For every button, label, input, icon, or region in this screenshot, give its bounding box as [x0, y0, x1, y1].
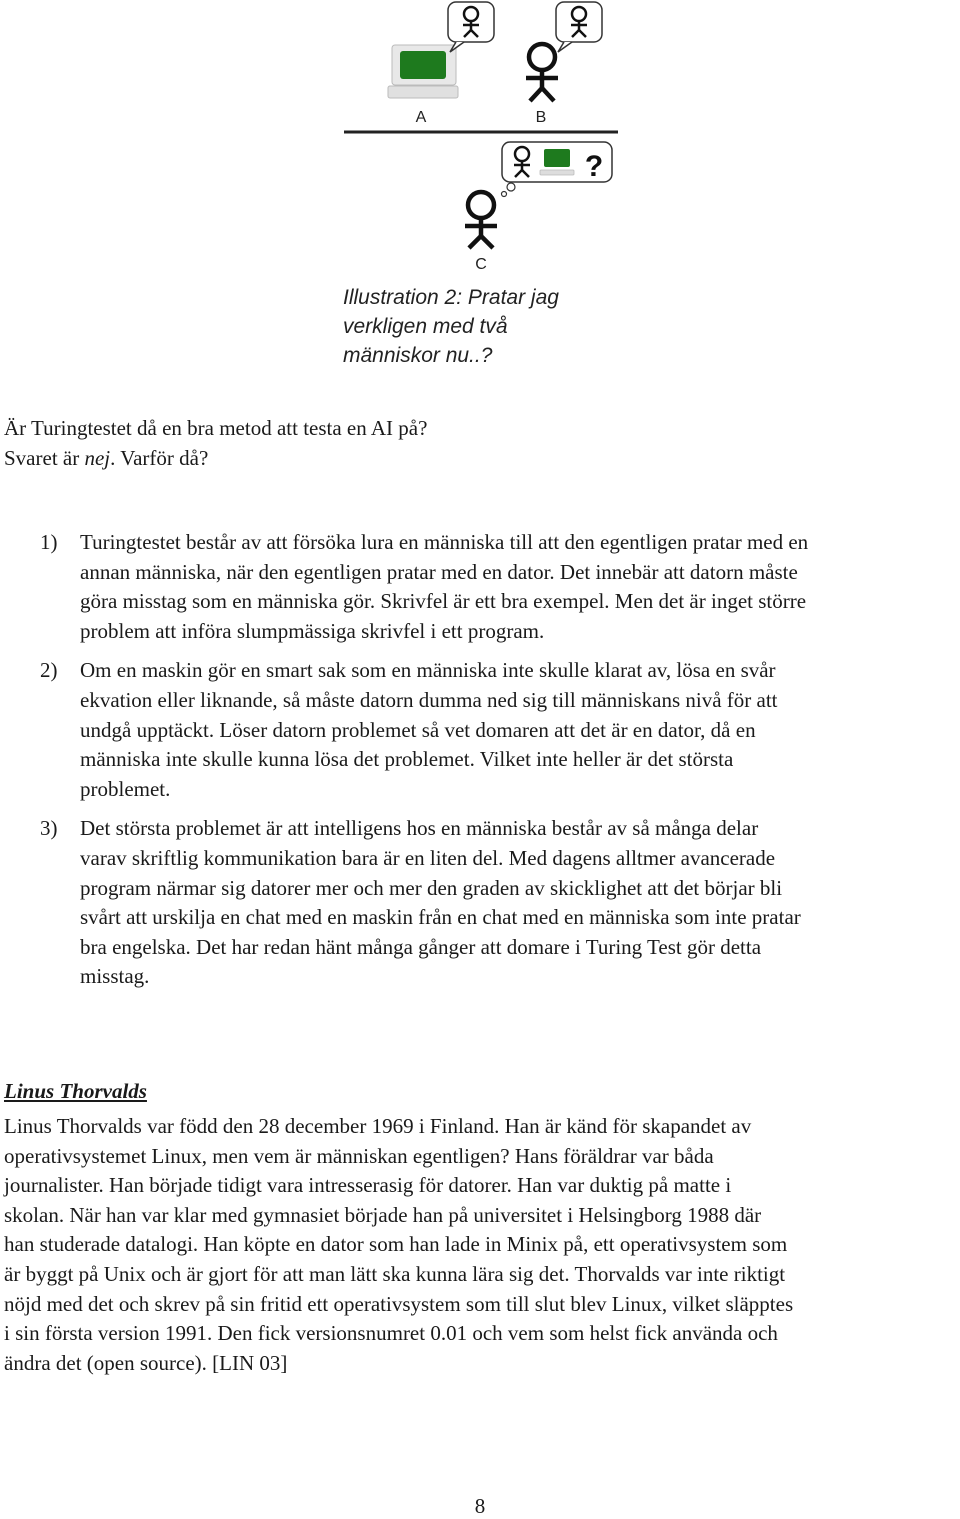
linus-thorvalds-section	[4, 1077, 960, 1378]
intro-answer	[4, 444, 944, 474]
list-item-line: undgå upptäckt. Löser datorn problemet så vet domaren att det är en dator, då en	[80, 717, 756, 742]
person-b-icon	[526, 44, 558, 101]
list-item-line: Turingtestet består av att försöka lura en människa till att den egentligen pratar med en	[80, 530, 809, 554]
list-item-number: 1)	[40, 530, 58, 554]
label-b: B	[535, 109, 547, 126]
list-item-line: program närmar sig datorer mer och mer den graden av skicklighet att det börjar bli	[80, 875, 783, 900]
intro-question: Är Turingtestet då en bra metod att testa en AI på?	[4, 416, 428, 440]
list-item-line: problemet.	[80, 776, 171, 801]
section-line: i sin första version 1991. Den fick versionsnumret 0.01 och vem som helst fick använda och	[4, 1321, 778, 1346]
list-item-line: problem att införa slumpmässiga skrivfel i ett program.	[80, 618, 545, 643]
speech-bubble-a	[448, 2, 494, 52]
computer-in-bubble-icon	[540, 149, 574, 175]
turing-illustration-svg	[330, 0, 630, 280]
list-item-line: Om en maskin gör en smart sak som en människa inte skulle klarat av, lösa en svår	[80, 658, 776, 683]
list-item	[0, 528, 960, 646]
caption-line: Illustration 2: Pratar jag	[343, 286, 559, 309]
question-mark: ?	[584, 150, 604, 183]
section-line: skolan. När han var klar med gymnasiet började han på universitet i Helsingborg 1988 där	[4, 1202, 762, 1227]
section-line: nöjd med det och skrev på sin fritid ett operativsystem som till slut blev Linux, vilket släpptes	[4, 1291, 794, 1316]
list-item-number: 3)	[40, 816, 58, 841]
section-line: operativsystemet Linux, men vem är människan egentligen? Hans föräldrar var båda	[4, 1143, 714, 1168]
section-line: ändra det (open source). [LIN 03]	[4, 1350, 288, 1375]
list-item-line: människa inte skulle kunna lösa det problemet. Vilket inte heller är det största	[80, 747, 734, 772]
list-item-line: varav skriftlig kommunikation bara är en liten del. Med dagens alltmer avancerade	[80, 845, 776, 870]
list-item-line: annan människa, när den egentligen pratar med en dator. Det innebär att datorn måste	[80, 559, 798, 584]
list-item-line: misstag.	[80, 964, 150, 989]
section-line: han studerade datalogi. Han köpte en dator som han lade in Minix på, ett operativsystem som	[4, 1232, 788, 1257]
list-item	[0, 656, 960, 804]
thought-bubble-c	[502, 142, 613, 197]
list-item-line: göra misstag som en människa gör. Skrivfel är ett bra exempel. Men det är inget större	[80, 589, 807, 614]
caption-line: människor nu..?	[343, 344, 493, 367]
figure-caption	[343, 283, 663, 370]
turing-test-illustration	[330, 0, 630, 280]
list-item	[0, 814, 960, 992]
list-item-number: 2)	[40, 658, 58, 683]
list-item-line: svårt att urskilja en chat med en maskin från en chat med en människa som inte pratar	[80, 905, 801, 930]
computer-a-icon	[388, 45, 458, 98]
answer-prefix: Svaret är	[4, 445, 85, 470]
answer-suffix: . Varför då?	[110, 445, 209, 470]
section-line: journalister. Han började tidigt vara intresserasig för datorer. Han var duktig på matte i	[4, 1173, 732, 1198]
label-c: C	[475, 256, 487, 273]
person-c-icon	[465, 192, 497, 248]
intro-paragraph	[4, 414, 944, 473]
caption-line: verkligen med två	[343, 315, 508, 338]
list-item-line: bra engelska. Det har redan hänt många gånger att domare i Turing Test gör detta	[80, 934, 762, 959]
list-item-line: ekvation eller liknande, så måste datorn dumma ned sig till människans nivå för att	[80, 687, 778, 712]
speech-bubble-b	[556, 2, 602, 52]
page-number: 8	[474, 1494, 486, 1518]
section-line: Linus Thorvalds var född den 28 december 1969 i Finland. Han är känd för skapandet av	[4, 1114, 752, 1138]
numbered-list	[0, 528, 960, 1002]
list-item-line: Det största problemet är att intelligens hos en människa består av så många delar	[80, 816, 759, 841]
answer-emphasis: nej	[84, 445, 111, 470]
section-heading: Linus Thorvalds	[4, 1079, 147, 1103]
label-a: A	[415, 109, 427, 126]
section-line: är byggt på Unix och är gjort för att man lätt ska kunna lära sig det. Thorvalds var inte riktigt	[4, 1261, 786, 1286]
